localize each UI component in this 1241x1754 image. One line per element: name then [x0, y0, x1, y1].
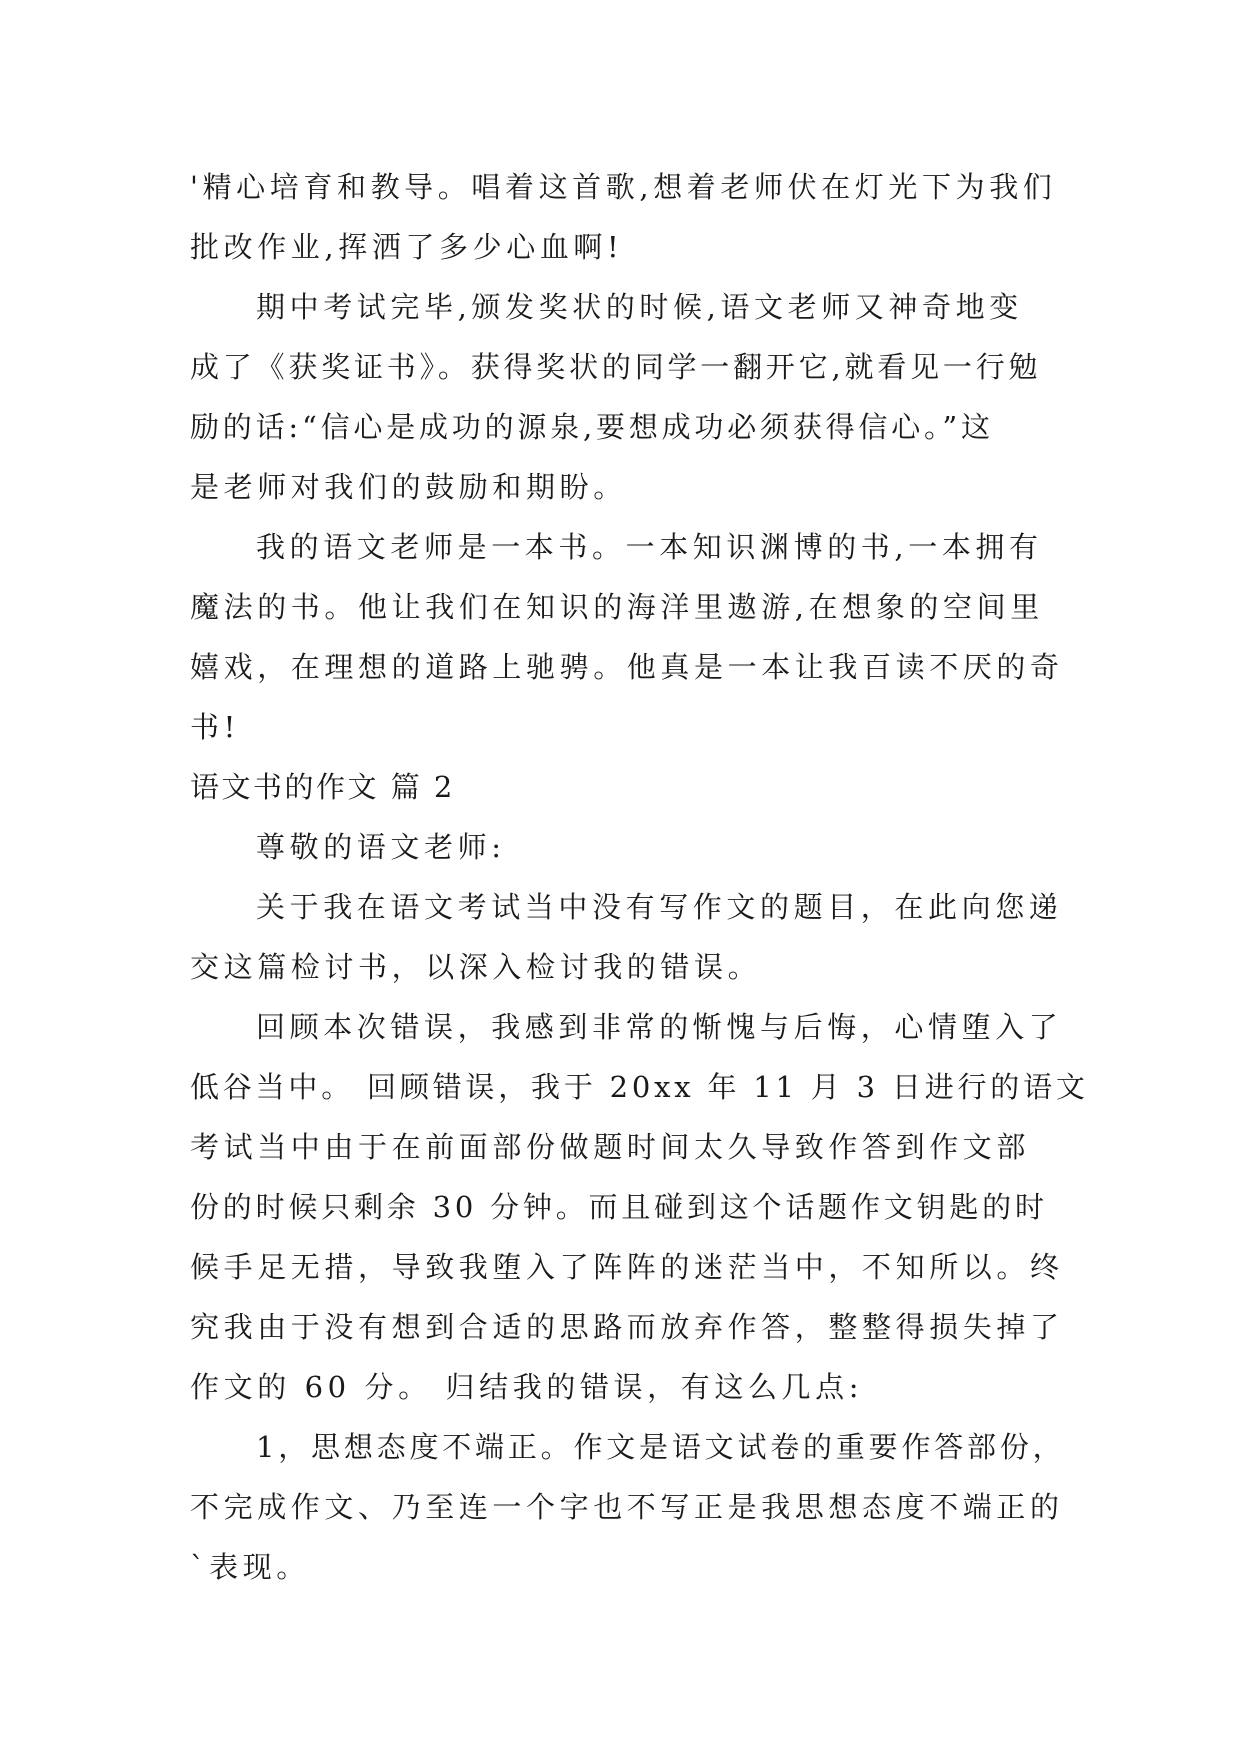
text-line: 批改作业,挥洒了多少心血啊! — [190, 230, 624, 264]
section-heading: 语文书的作文 篇 2 — [190, 770, 455, 804]
text-line: 低谷当中。 回顾错误，我于 20xx 年 11 月 3 日进行的语文 — [190, 1070, 1089, 1104]
text-line: 回顾本次错误，我感到非常的惭愧与后悔，心情堕入了 — [256, 1010, 1063, 1044]
text-line: '精心培育和教导。唱着这首歌,想着老师伏在灯光下为我们 — [190, 170, 1057, 204]
text-line: 嬉戏，在理想的道路上驰骋。他真是一本让我百读不厌的奇 — [190, 650, 1064, 684]
text-line: 究我由于没有想到合适的思路而放弃作答，整整得损失掉了 — [190, 1310, 1064, 1344]
text-line: 考试当中由于在前面部份做题时间太久导致作答到作文部 — [190, 1130, 1031, 1164]
salutation-line: 尊敬的语文老师: — [256, 830, 506, 864]
text-line: 关于我在语文考试当中没有写作文的题目，在此向您递 — [256, 890, 1063, 924]
text-line: 不完成作文、乃至连一个字也不写正是我思想态度不端正的 — [190, 1490, 1064, 1524]
text-line: 成了《获奖证书》。获得奖状的同学一翻开它,就看见一行勉 — [190, 350, 1042, 384]
text-line: 是老师对我们的鼓励和期盼。 — [190, 470, 627, 504]
text-line: 书! — [190, 710, 240, 744]
text-line: 1，思想态度不端正。作文是语文试卷的重要作答部份， — [256, 1430, 1066, 1464]
text-line: 魔法的书。他让我们在知识的海洋里遨游,在想象的空间里 — [190, 590, 1044, 624]
text-line: 交这篇检讨书，以深入检讨我的错误。 — [190, 950, 762, 984]
text-line: 期中考试完毕,颁发奖状的时候,语文老师又神奇地变 — [256, 290, 1023, 324]
text-line: 份的时候只剩余 30 分钟。而且碰到这个话题作文钥匙的时 — [190, 1190, 1048, 1224]
text-line: 我的语文老师是一本书。一本知识渊博的书,一本拥有 — [256, 530, 1043, 564]
text-line: 候手足无措，导致我堕入了阵阵的迷茫当中，不知所以。终 — [190, 1250, 1064, 1284]
text-line: `表现。 — [190, 1550, 310, 1584]
text-line: 励的话:“信心是成功的源泉,要想成功必须获得信心。”这 — [190, 410, 994, 444]
text-line: 作文的 60 分。 归结我的错误，有这么几点: — [190, 1370, 864, 1404]
